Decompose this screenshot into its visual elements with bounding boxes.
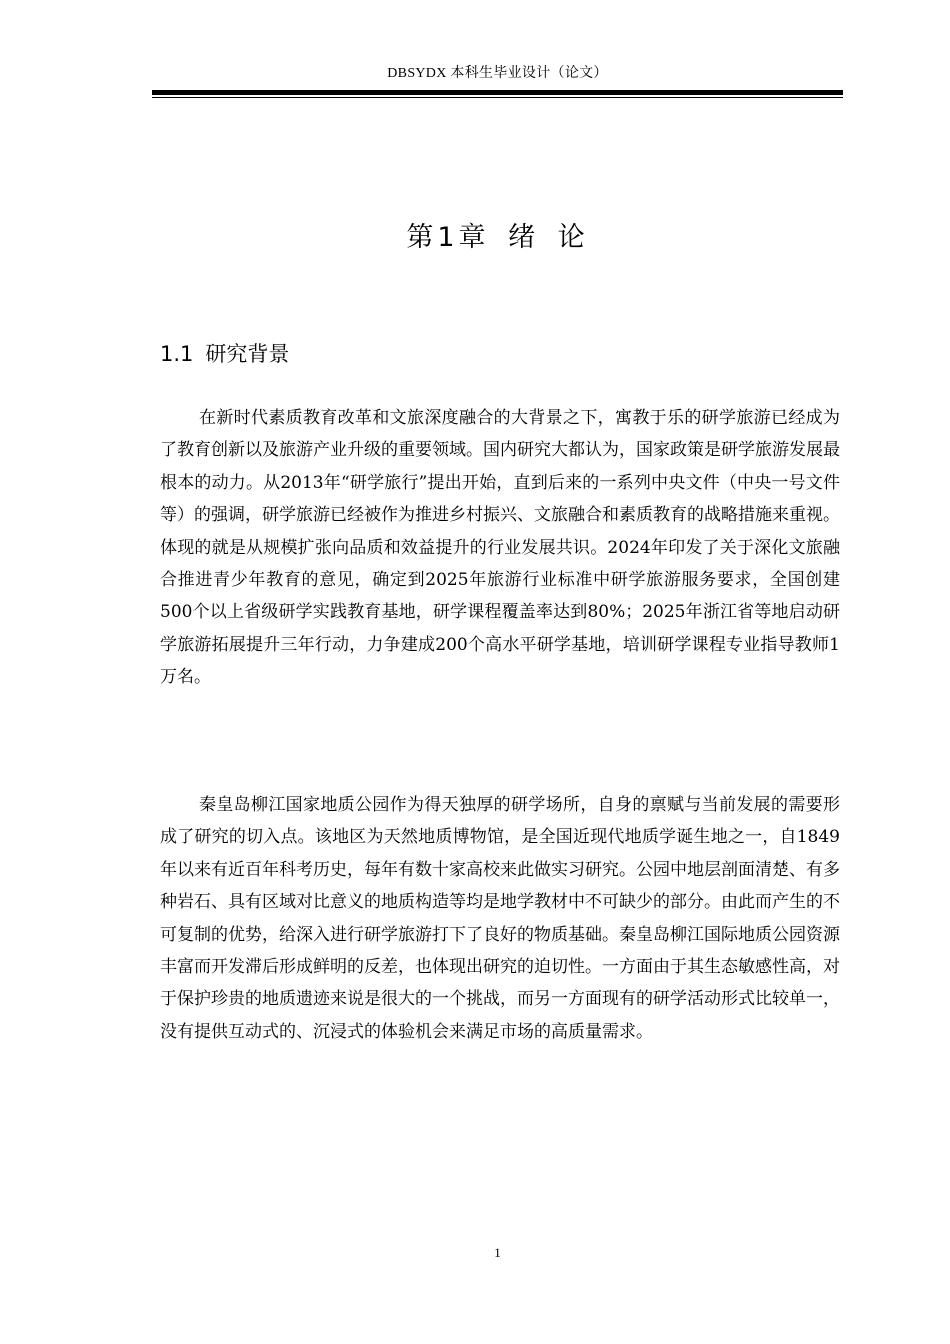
running-header: DBSYDX 本科生毕业设计（论文） — [387, 66, 608, 81]
section-number: 1.1 — [160, 342, 194, 366]
header-rule-thin — [152, 97, 843, 98]
page-number: 1 — [494, 1245, 501, 1260]
body-paragraph-1: 在新时代素质教育改革和文旅深度融合的大背景之下，寓教于乐的研学旅游已经成为了教育创新以及旅游产业升级的重要领域。国内研究大都认为，国家政策是研学旅游发展最根本的动力。从2013年“研学旅行”提出开始，直到后来的一系列中央文件（中央一号文件等）的强调，研学旅游已经被作为推进乡村振兴、文旅融合和素质教育的战略措施来重视。体现的就是从规模扩张向品质和效益提升的行业发展共识。2024年印发了关于深化文旅融合推进青少年教育的意见，确定到2025年旅游行业标准中研学旅游服务要求，全国创建500个以上省级研学实践教育基地，研学课程覆盖率达到80%；2025年浙江省等地启动研学旅游拓展提升三年行动，力争建成200个高水平研学基地，培训研学课程专业指导教师1万名。 — [160, 408, 840, 688]
chapter-title: 第1章 绪 论 — [406, 222, 589, 253]
body-paragraph-2: 秦皇岛柳江国家地质公园作为得天独厚的研学场所，自身的禀赋与当前发展的需要形成了研究的切入点。该地区为天然地质博物馆，是全国近现代地质学诞生地之一，自1849年以来有近百年科考历史，每年有数十家高校来此做实习研究。公园中地层剖面清楚、有多种岩石、具有区域对比意义的地质构造等均是地学教材中不可缺少的部分。由此而产生的不可复制的优势，给深入进行研学旅游打下了良好的物质基础。秦皇岛柳江国际地质公园资源丰富而开发滞后形成鲜明的反差，也体现出研究的迫切性。一方面由于其生态敏感性高，对于保护珍贵的地质遗迹来说是很大的一个挑战，而另一方面现有的研学活动形式比较单一，没有提供互动式的、沉浸式的体验机会来满足市场的高质量需求。 — [160, 795, 840, 1042]
section-heading — [160, 338, 289, 370]
header-rule-thick — [152, 90, 843, 95]
section-title: 研究背景 — [205, 342, 290, 366]
